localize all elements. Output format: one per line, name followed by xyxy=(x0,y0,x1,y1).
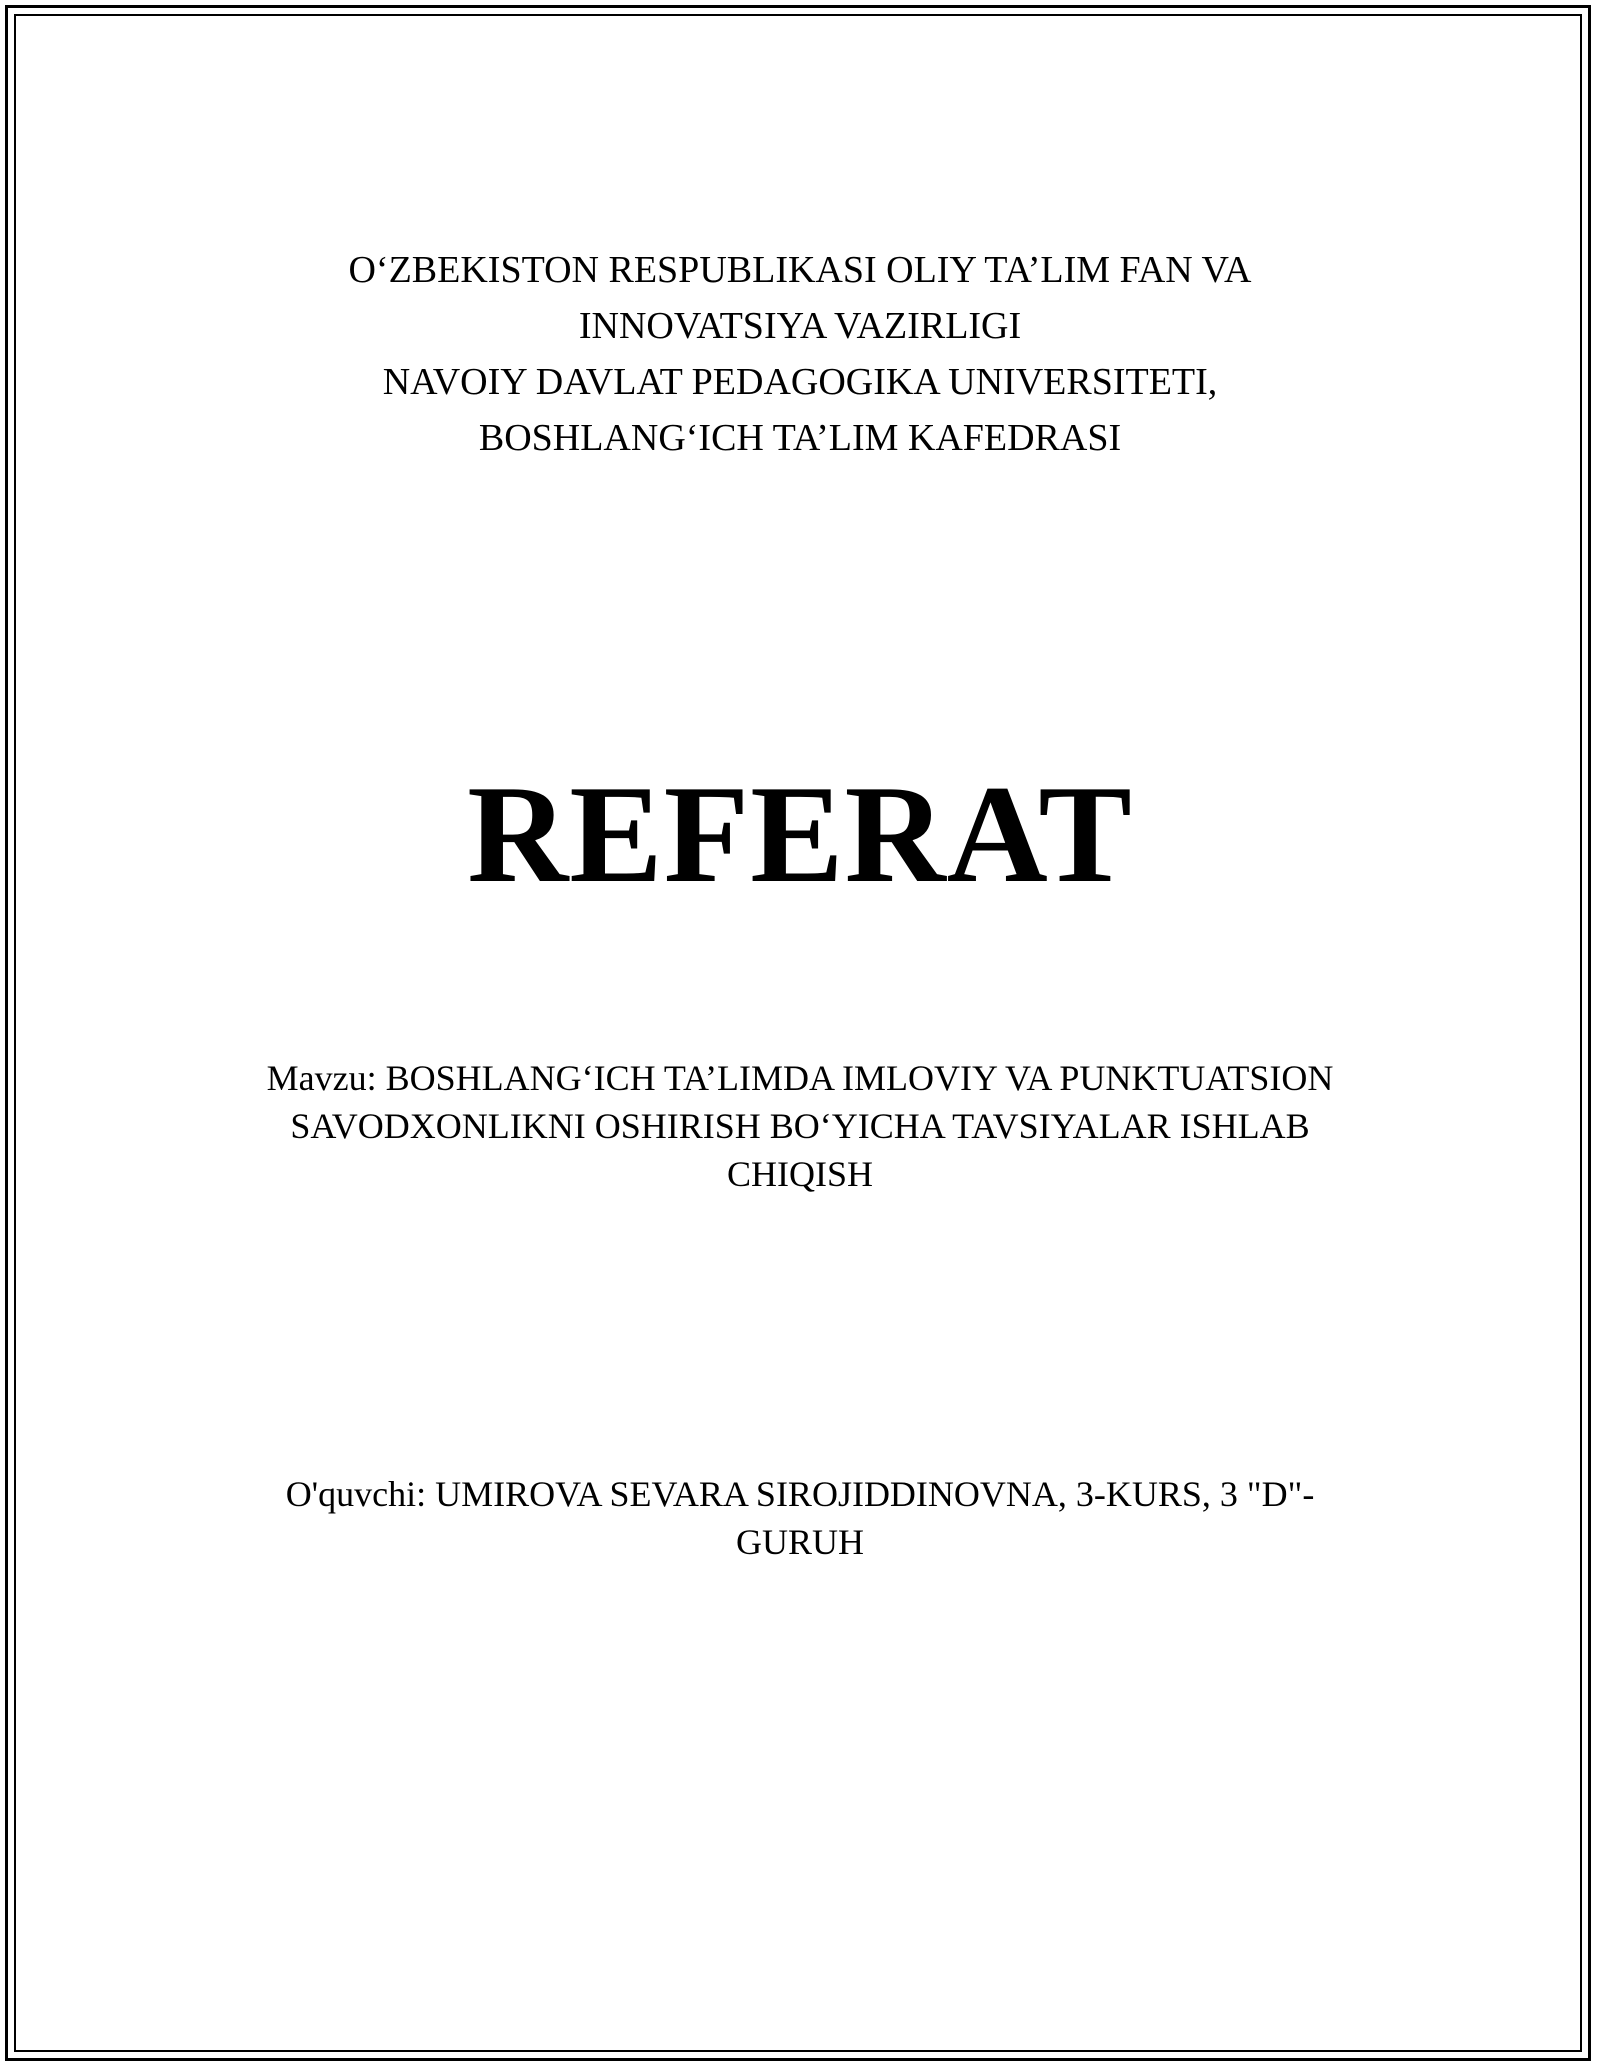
topic-block xyxy=(0,1054,1600,1198)
header-line: BOSHLANG‘ICH TA’LIM KAFEDRASI xyxy=(478,417,1122,459)
student-block xyxy=(0,1470,1600,1566)
student-line: O'quvchi: UMIROVA SEVARA SIROJIDDINOVNA, 3-KURS, 3 "D"- xyxy=(285,1474,1315,1514)
document-title: REFERAT xyxy=(467,757,1133,912)
header-line: INNOVATSIYA VAZIRLIGI xyxy=(578,305,1022,347)
student-line: GURUH xyxy=(735,1522,864,1562)
institution-header xyxy=(0,242,1600,466)
header-line: O‘ZBEKISTON RESPUBLIKASI OLIY TA’LIM FAN VA xyxy=(348,249,1252,291)
header-line: NAVOIY DAVLAT PEDAGOGIKA UNIVERSITETI, xyxy=(382,361,1218,403)
topic-line: SAVODXONLIKNI OSHIRISH BO‘YICHA TAVSIYALAR ISHLAB xyxy=(290,1106,1310,1146)
topic-line: CHIQISH xyxy=(726,1154,873,1194)
topic-line: Mavzu: BOSHLANG‘ICH TA’LIMDA IMLOVIY VA PUNKTUATSION xyxy=(266,1058,1334,1098)
